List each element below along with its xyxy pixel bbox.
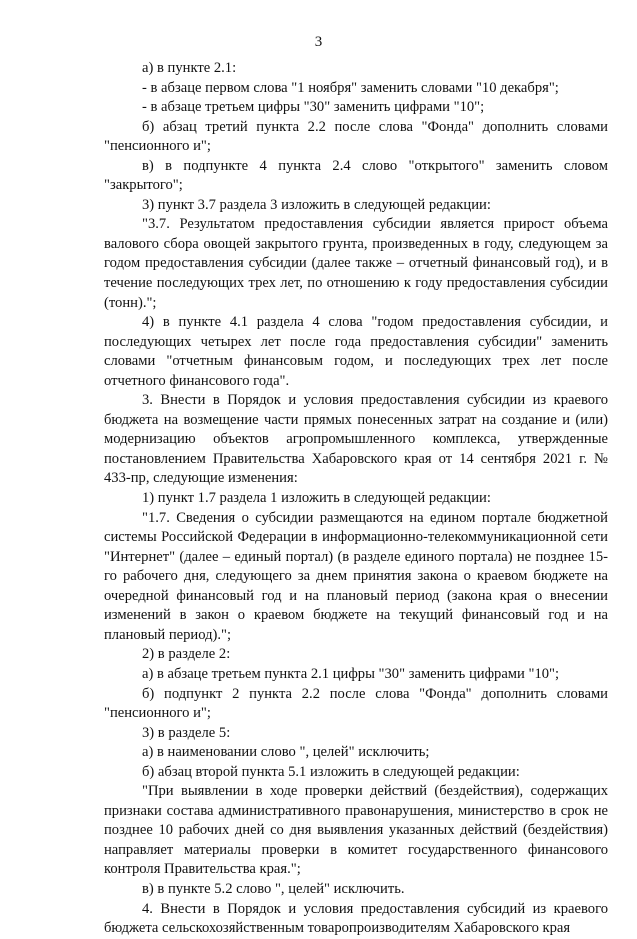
paragraph: "3.7. Результатом предоставления субсидии является прирост объема валового сбора овощей закрытого грунта, произведенных в году, следующем за годом предоставления субсидии (далее также – отчетный финансовый год), и в течение последующих трех лет, по отношению к году предоставления субсидии (тонн)."; <box>104 216 608 311</box>
document-body <box>104 59 608 939</box>
page-number: 3 <box>314 34 323 50</box>
paragraph: 3. Внести в Порядок и условия предоставления субсидии из краевого бюджета на возмещение части прямых понесенных затрат на создание и (или) модернизацию объектов агропромышленного комплекса, утвержденные постановлением Правительства Хабаровского края от 14 сентября 2021 г. № 433-пр, следующие изменения: <box>104 392 608 487</box>
paragraph: б) абзац второй пункта 5.1 изложить в следующей редакции: <box>142 763 520 780</box>
paragraph: 2) в разделе 2: <box>142 646 231 663</box>
paragraph: в) в подпункте 4 пункта 2.4 слово "открытого" заменить словом "закрытого"; <box>104 157 608 194</box>
paragraph: 3) пункт 3.7 раздела 3 изложить в следующей редакции: <box>142 196 491 213</box>
paragraph: в) в пункте 5.2 слово ", целей" исключить. <box>142 880 405 897</box>
paragraph: 4) в пункте 4.1 раздела 4 слова "годом предоставления субсидии, и последующих четырех лет после года предоставления субсидии" заменить словами "отчетным финансовым годом, и последующих трех лет после отчетного финансового года". <box>104 314 608 389</box>
paragraph: 1) пункт 1.7 раздела 1 изложить в следующей редакции: <box>142 490 491 507</box>
paragraph: а) в пункте 2.1: <box>142 60 237 76</box>
paragraph: 3) в разделе 5: <box>142 724 231 741</box>
paragraph: - в абзаце третьем цифры "30" заменить цифрами "10"; <box>142 99 485 116</box>
paragraph: а) в абзаце третьем пункта 2.1 цифры "30" заменить цифрами "10"; <box>142 665 560 682</box>
paragraph: - в абзаце первом слова "1 ноября" заменить словами "10 декабря"; <box>142 79 559 96</box>
paragraph: "При выявлении в ходе проверки действий (бездействия), содержащих признаки состава административного правонарушения, министерство в срок не позднее 10 рабочих дней со дня выявления указанных действий (бездействия) направляет материалы проверки в комитет государственного финансового контроля Правительства края."; <box>104 783 608 878</box>
paragraph: "1.7. Сведения о субсидии размещаются на едином портале бюджетной системы Российской Федерации в информационно-телекоммуникационной сети "Интернет" (далее – единый портал) (в разделе единого портала) не позднее 15-го рабочего дня, следующего за днем принятия закона о краевом бюджете на очередной финансовый год и на плановый период (закона края о внесении изменений в закон о краевом бюджете на текущий финансовый год и на плановый период)."; <box>104 509 608 643</box>
paragraph: б) абзац третий пункта 2.2 после слова "Фонда" дополнить словами "пенсионного и"; <box>104 118 608 155</box>
paragraph: 4. Внести в Порядок и условия предоставления субсидий из краевого бюджета сельскохозяйственным товаропроизводителям Хабаровского края <box>104 900 608 937</box>
paragraph: б) подпункт 2 пункта 2.2 после слова "Фонда" дополнить словами "пенсионного и"; <box>104 685 608 722</box>
paragraph: а) в наименовании слово ", целей" исключить; <box>142 744 430 761</box>
